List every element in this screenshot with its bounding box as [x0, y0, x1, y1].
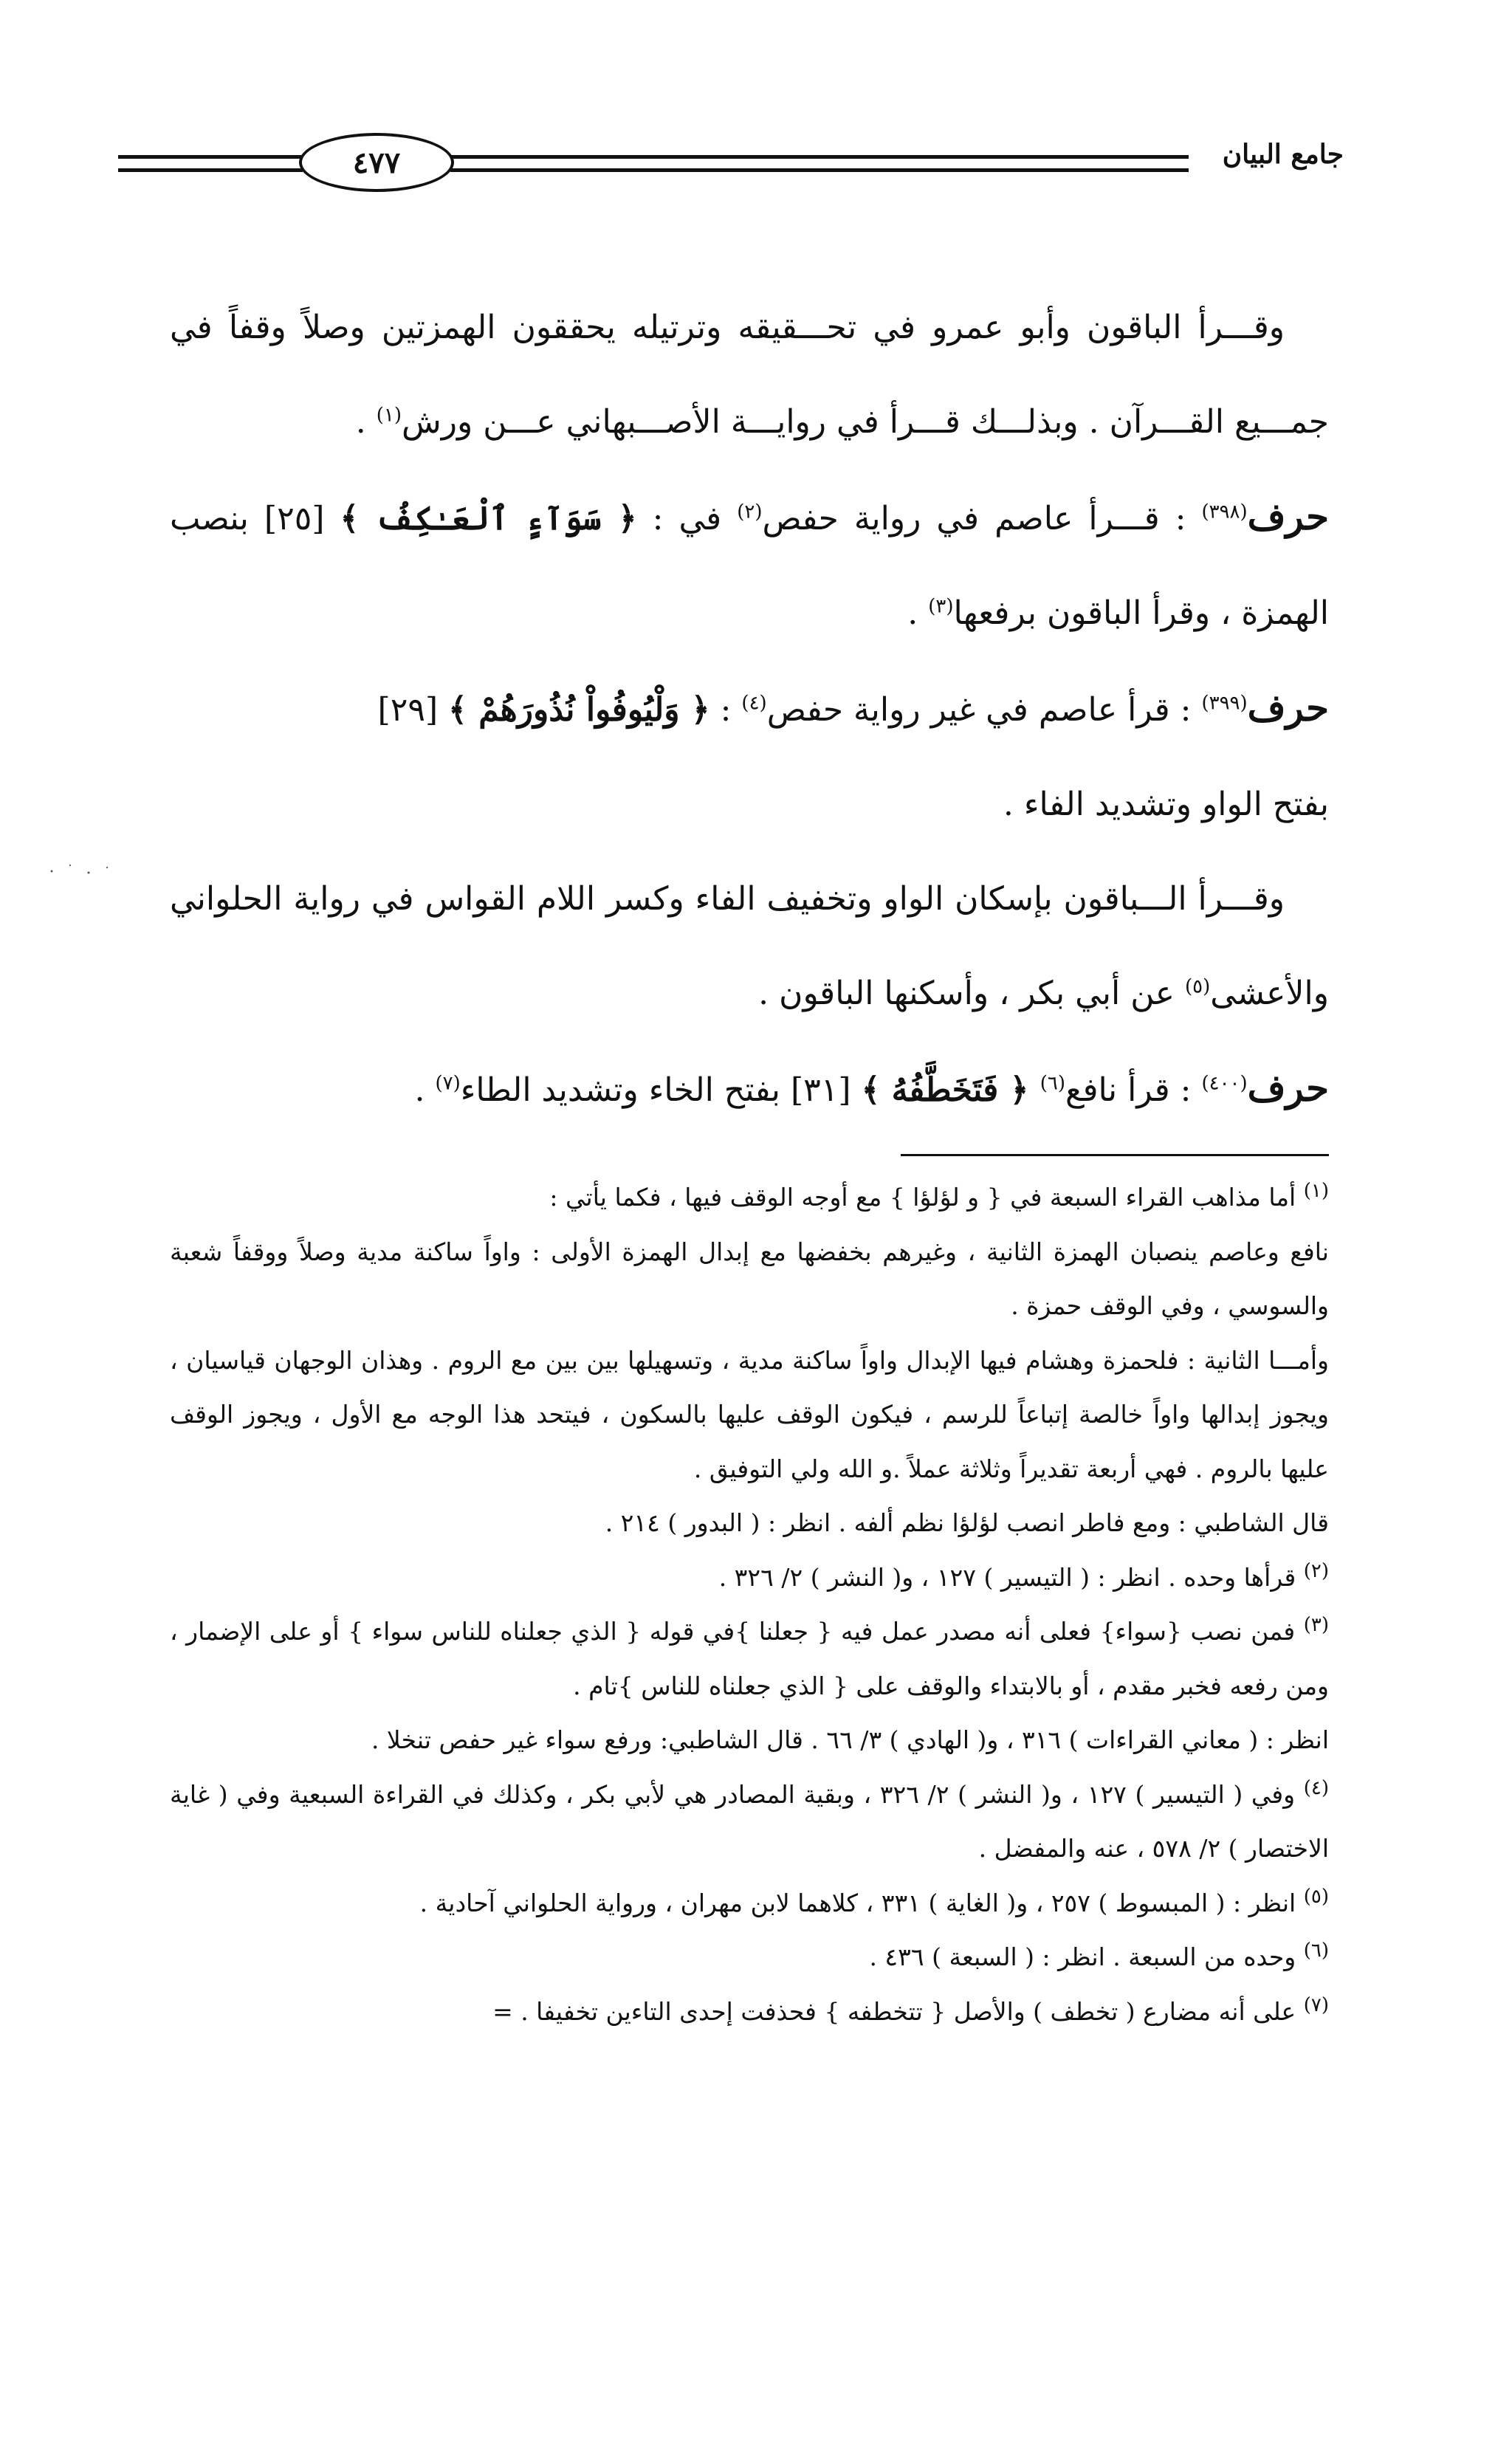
- paragraph-text: عن أبي بكر ، وأسكنها الباقون .: [758, 975, 1185, 1012]
- header-rule: [118, 155, 303, 159]
- harf-number: (٣٩٩): [1201, 692, 1248, 715]
- header-rule: [450, 155, 1189, 159]
- entry-text: .: [907, 594, 929, 632]
- footnote-text: وفي ( التيسير ) ١٢٧ ، و( النشر ) ٢/ ٣٢٦ ، وبقية المصادر هي لأبي بكر ، وكذلك في القراءة السبعية وفي ( غاية الاختصار ) ٢/ ٥٧٨ ، عنه والمفضل .: [170, 1779, 1329, 1863]
- footnote-text: قال الشاطبي : ومع فاطر انصب لؤلؤا نظم ألفه . انظر : ( البدور ) ٢١٤ .: [605, 1508, 1329, 1537]
- paragraph-text: .: [355, 403, 377, 441]
- header-rule: [118, 168, 303, 172]
- harf-label: حرف: [1247, 495, 1329, 538]
- page-header: [118, 133, 1344, 199]
- footnote-text: أما مذاهب القراء السبعة في { و لؤلؤا } مع أوجه الوقف فيها ، فكما يأتي :: [549, 1183, 1304, 1212]
- footnote: [170, 1604, 1329, 1713]
- footnote-number: (٣): [1303, 1614, 1329, 1636]
- footnote-text: وأمـــا الثانية : فلحمزة وهشام فيها الإبدال واواً ساكنة مدية ، وتسهيلها بين بين مع الروم . وهذان الوجهان قياسيان ، ويجوز إبدالها واواً خالصة إتباعاً للرسم ، فيكون الوقف عليها بالسكون ، فيتحد هذا الوجه مع الأول ، ويجوز الوقف عليها بالروم . فهي أربعة تقديراً وثلاثة عملاً .و الله ولي التوفيق .: [170, 1345, 1329, 1483]
- entry-text: بنصب الهمزة ، وقرأ الباقون برفعها: [170, 500, 1329, 632]
- paragraph-text: وقـــرأ الباقون وأبو عمرو في تحـــقيقه وترتيله يحققون الهمزتين وصلاً وقفاً في جمـــيع القـــرآن . وبذلـــك قـــرأ في روايـــة الأصـــبهاني عـــن ورش: [170, 309, 1329, 441]
- paragraph: [170, 281, 1329, 470]
- entry-text: .: [414, 1071, 436, 1109]
- footnote: [170, 1225, 1329, 1333]
- footnote: [170, 1768, 1329, 1876]
- footnote-ref: (٤): [741, 692, 767, 715]
- footnote-ref: (٢): [737, 501, 763, 523]
- entry-text: : قـــرأ عاصم في رواية حفص: [762, 500, 1202, 537]
- harf-label: حرف: [1247, 686, 1329, 729]
- entry-text: بفتح الواو وتشديد الفاء .: [1003, 786, 1329, 823]
- footnote: [170, 1876, 1329, 1931]
- verse-ref: [٢٥]: [248, 500, 340, 537]
- footnote: [170, 1496, 1329, 1550]
- footnote-text: قرأها وحده . انظر : ( التيسير ) ١٢٧ ، و( النشر ) ٢/ ٣٢٦ .: [718, 1562, 1304, 1592]
- footnote-text: على أنه مضارع ( تخطف ) والأصل { تتخطفه } فحذفت إحدى التاءين تخفيفا . =: [492, 1996, 1304, 2026]
- quran-quote: ﴿ فَتَخَطَّفُهُ ﴾: [861, 1071, 1040, 1109]
- entry-text: بفتح الخاء وتشديد الطاء: [460, 1071, 780, 1109]
- footnote: [170, 1985, 1329, 2039]
- footnotes: [170, 1170, 1329, 2038]
- footnote-ref: (١): [376, 404, 402, 427]
- scan-speckles: [44, 856, 118, 886]
- footnote-text: فمن نصب {سواء} فعلى أنه مصدر عمل فيه { جعلنا }في قوله { الذي جعلناه للناس سواء } أو على الإضمار ، ومن رفعه فخبر مقدم ، أو بالابتداء والوقف على { الذي جعلناه للناس }تام .: [170, 1617, 1329, 1700]
- header-rule: [450, 168, 1189, 172]
- footnote-ref: (٧): [435, 1072, 461, 1095]
- entry-text: :: [709, 691, 742, 729]
- footnote-number: (١): [1303, 1180, 1329, 1202]
- footnote: [170, 1930, 1329, 1985]
- verse-ref: [٣١]: [780, 1071, 862, 1109]
- harf-number: (٤٠٠): [1201, 1072, 1248, 1095]
- footnote: [170, 1713, 1329, 1768]
- main-text: [170, 281, 1329, 1138]
- book-title: جامع البيان: [1222, 139, 1344, 170]
- harf-entry-399: [170, 661, 1329, 852]
- footnote: [170, 1170, 1329, 1225]
- footnote: [170, 1333, 1329, 1497]
- quran-quote: ﴿ وَلْيُوفُواْ نُذُورَهُمْ ﴾: [448, 691, 710, 729]
- footnote-number: (٦): [1303, 1940, 1329, 1962]
- footnote-text: نافع وعاصم ينصبان الهمزة الثانية ، وغيرهم بخفضها مع إبدال الهمزة الأولى : واواً ساكنة مدية وصلاً ووقفاً شعبة والسوسي ، وفي الوقف حمزة .: [170, 1237, 1329, 1320]
- harf-entry-400: [170, 1041, 1329, 1138]
- quran-quote: ﴿ سَوَآءٍ ٱلْعَـٰكِفُ ﴾: [340, 500, 637, 537]
- harf-label: حرف: [1247, 1066, 1329, 1110]
- footnote-text: وحده من السبعة . انظر : ( السبعة ) ٤٣٦ .: [869, 1942, 1304, 1971]
- page-number: ٤٧٧: [299, 133, 454, 192]
- footnote-text: انظر : ( معاني القراءات ) ٣١٦ ، و( الهادي ) ٣/ ٦٦ . قال الشاطبي: ورفع سواء غير حفص تنخلا .: [371, 1725, 1329, 1754]
- footnote-separator: [901, 1154, 1329, 1156]
- footnote-ref: (٣): [928, 595, 954, 618]
- footnote-ref: (٥): [1184, 975, 1211, 998]
- footnote-ref: (٦): [1040, 1072, 1066, 1095]
- entry-text: : قرأ نافع: [1065, 1071, 1202, 1109]
- footnote-number: (٧): [1303, 1993, 1329, 2016]
- footnote-number: (٢): [1303, 1559, 1329, 1582]
- footnote-number: (٥): [1303, 1885, 1329, 1908]
- entry-text: : قرأ عاصم في غير رواية حفص: [766, 691, 1202, 729]
- verse-ref: [٢٩]: [377, 691, 449, 729]
- harf-number: (٣٩٨): [1201, 501, 1248, 523]
- footnote: [170, 1550, 1329, 1605]
- footnote-number: (٤): [1303, 1776, 1329, 1799]
- footnote-text: انظر : ( المبسوط ) ٢٥٧ ، و( الغاية ) ٣٣١ ، كلاهما لابن مهران ، ورواية الحلواني آحادية .: [419, 1888, 1304, 1917]
- entry-text: في :: [636, 500, 738, 537]
- paragraph-text: وقـــرأ الـــباقون بإسكان الواو وتخفيف الفاء وكسر اللام القواس في رواية الحلواني والأعشى: [170, 880, 1329, 1012]
- harf-entry-398: [170, 470, 1329, 661]
- paragraph: [170, 852, 1329, 1041]
